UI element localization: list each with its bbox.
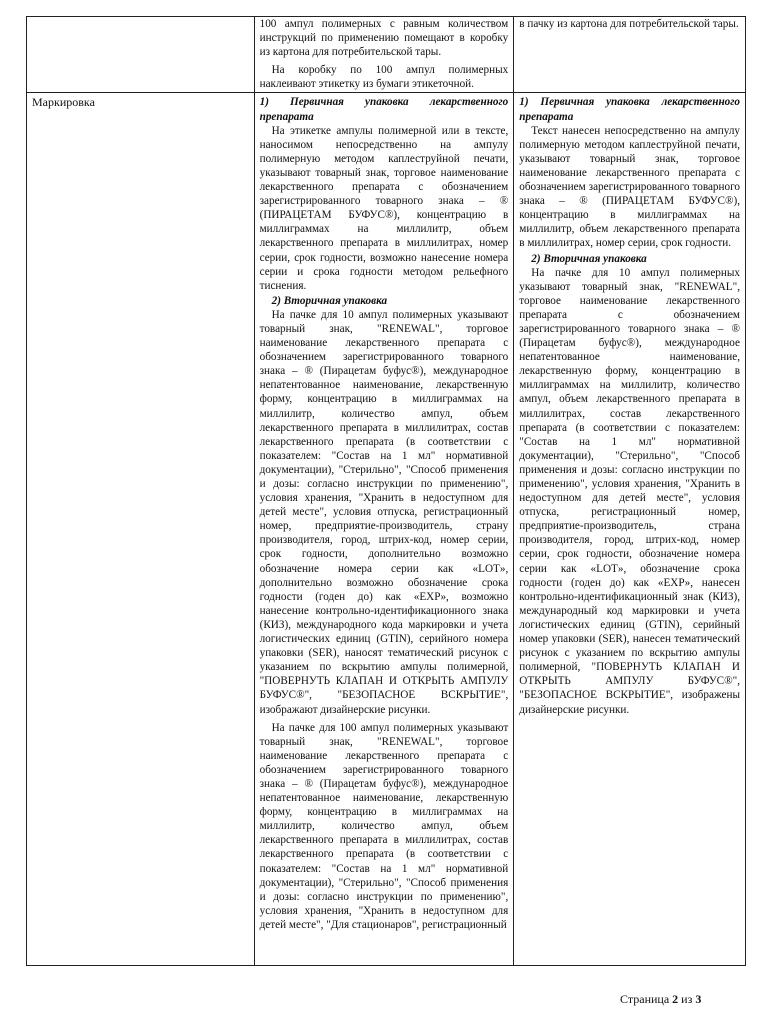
row-label-empty — [27, 17, 255, 93]
section-heading: 2) Вторичная упаковка — [271, 294, 388, 307]
page-of-label: из — [681, 992, 693, 1006]
total-pages: 3 — [695, 992, 702, 1006]
page-number — [620, 992, 701, 1007]
paragraph: На коробку по 100 ампул полимерных наклеивают этикетку из бумаги этикеточной. — [259, 64, 509, 91]
table-row-marking — [27, 93, 746, 966]
paragraph: 100 ампул полимерных с равным количеством инструкций по применению помещают в коробку из картона для потребительской тары. — [259, 18, 509, 59]
document-page — [26, 16, 746, 984]
table-row-packaging — [27, 17, 746, 93]
paragraph: На пачке для 10 ампул полимерных указывают товарный знак, "RENEWAL", торговое наименование лекарственного препарата с обозначением зарегистрированного товарного знака – ® (Пирацетам буфус®), международное непатентованное наименование, лекарственную форму, концентрацию в миллиграммах на миллилитр, количество ампул, объем лекарственного препарата в миллилитрах, состав лекарственного препарата (в соответствии с показателем: "Состав на 1 мл" нормативной документации), "Стерильно", "Способ применения и дозы: согласно инструкции по применению", условия хранения, "Хранить в недоступном для детей месте", условия отпуска, регистрационный номер, предприятие-производитель, страна производителя, город, штрих-код, номер серии, срок годности, обозначение номера серии как «LOT», обозначение срока годности (годен до) как «EXP», нанесен контрольно-идентификационный знак (КИЗ), международный код маркировки и учета логистических единиц (GTIN), серийный номер упаковки (SER), нанесен тематический рисунок с указанием по вскрытию ампулы полимерной, "ПОВЕРНУТЬ КЛАПАН И ОТКРЫТЬ АМПУЛУ БУФУС®", "БЕЗОПАСНОЕ ВСКРЫТИЕ", изображены дизайнерские рисунки. — [519, 266, 740, 716]
paragraph: в пачку из картона для потребительской тары. — [519, 18, 739, 30]
paragraph: На этикетке ампулы полимерной или в тексте, наносимом непосредственно на ампулу полимерную методом каплеструйной печати, указывают товарный знак, торговое наименование лекарственного препарата с обозначением зарегистрированного товарного знака – ® (ПИРАЦЕТАМ БУФУС®), концентрацию в миллиграммах на миллилитр, объем лекарственного препарата в миллилитрах, номер серии, срок годности, возможно нанесение номера серии и срока годности методом рельефного тиснения. — [259, 124, 509, 292]
proposed-text-cell — [514, 17, 746, 93]
section-heading: 1) Первичная упаковка лекарственного препарата — [259, 96, 509, 123]
row-label-marking: Маркировка — [27, 93, 255, 966]
current-text-cell — [254, 93, 514, 966]
page-label: Страница — [620, 992, 670, 1006]
proposed-text-cell — [514, 93, 746, 966]
paragraph: На пачке для 10 ампул полимерных указывают товарный знак, "RENEWAL", торговое наименование лекарственного препарата с обозначением зарегистрированного товарного знака – ® (Пирацетам буфус®), международное непатентованное наименование, лекарственную форму, концентрацию в миллиграммах на миллилитр, количество ампул, объем лекарственного препарата в миллилитрах, состав лекарственного препарата (в соответствии с показателем: "Состав на 1 мл" нормативной документации), "Стерильно", "Способ применения и дозы: согласно инструкции по применению", условия хранения, "Хранить в недоступном для детей месте", условия отпуска, регистрационный номер, предприятие-производитель, страну производителя, город, штрих-код, номер серии, срок годности, дополнительно возможно обозначение номера серии как «LOT», дополнительно возможно обозначение срока годности (годен до) как «EXP», возможно нанесение контрольно-идентификационного знака (КИЗ), международного кода маркировки и учета логистических единиц (GTIN), серийного номера упаковки (SER), наносят тематический рисунок с указанием по вскрытию ампулы полимерной, "ПОВЕРНУТЬ КЛАПАН И ОТКРЫТЬ АМПУЛУ БУФУС®", "БЕЗОПАСНОЕ ВСКРЫТИЕ", изображают дизайнерские рисунки. — [259, 308, 509, 716]
section-heading: 1) Первичная упаковка лекарственного препарата — [519, 96, 740, 123]
section-heading: 2) Вторичная упаковка — [531, 252, 647, 265]
specification-table — [26, 16, 746, 966]
paragraph: Текст нанесен непосредственно на ампулу полимерную методом каплеструйной печати, указывают товарный знак, торговое наименование лекарственного препарата с обозначением зарегистрированного товарного знака – ® (ПИРАЦЕТАМ БУФУС®), концентрацию в миллиграммах на миллилитр, объем лекарственного препарата в миллилитрах, номер серии, срок годности. — [519, 124, 740, 250]
paragraph: На пачке для 100 ампул полимерных указывают товарный знак, "RENEWAL", торговое наименование лекарственного препарата с обозначением зарегистрированного товарного знака – ® (Пирацетам буфус®), международное непатентованное наименование, лекарственную форму, концентрацию в миллиграммах на миллилитр, количество ампул, объем лекарственного препарата в миллилитрах, состав лекарственного препарата (в соответствии с показателем: "Состав на 1 мл" нормативной документации), "Стерильно", "Способ применения и дозы: согласно инструкции по применению", условия хранения, "Хранить в недоступном для детей месте", "Для стационаров", регистрационный — [259, 721, 509, 931]
current-page: 2 — [672, 992, 679, 1006]
current-text-cell — [254, 17, 514, 93]
